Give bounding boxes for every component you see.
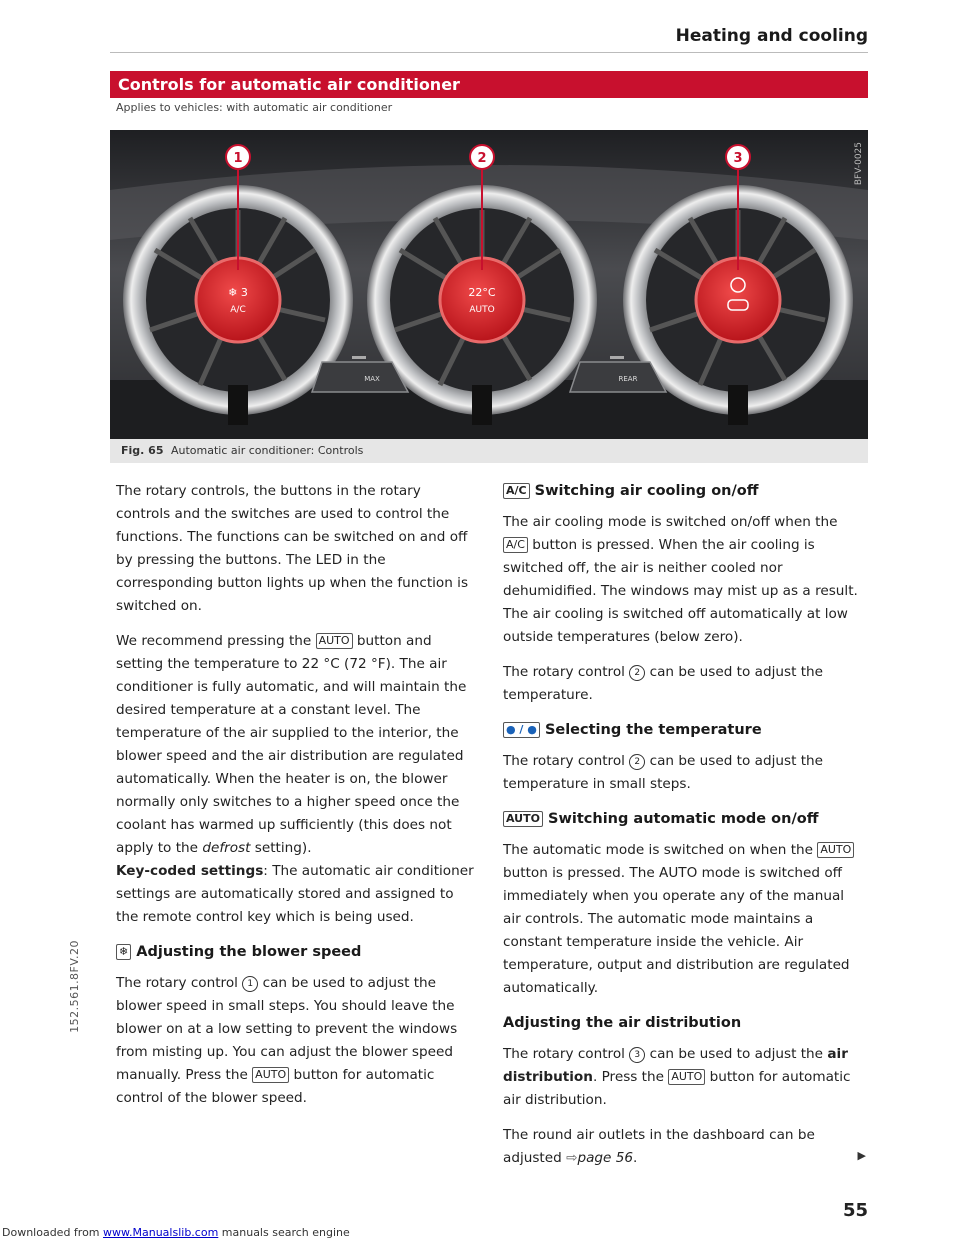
auto-key: AUTO — [503, 811, 543, 827]
callout-1-label: 1 — [233, 151, 243, 166]
circle-2-ref: 2 — [629, 754, 645, 770]
fan-icon: ❄ — [116, 944, 131, 960]
footer: Downloaded from www.Manualslib.com manuals search engine — [2, 1226, 350, 1239]
button-rear-label: REAR — [618, 375, 638, 383]
applies-note: Applies to vehicles: with automatic air conditioner — [116, 101, 393, 114]
temp-buttons-icon: ● / ● — [503, 722, 540, 738]
right-column — [503, 480, 861, 1182]
heading-automatic-mode: AUTO Switching automatic mode on/off — [503, 808, 861, 830]
select-temperature-paragraph: The rotary control 2 can be used to adjust the temperature in small steps. — [503, 753, 824, 792]
air-cooling-paragraph: The air cooling mode is switched on/off when the A/C button is pressed. When the air cooling is switched off, the air is neither cooled nor dehumidified. The windows may mist up as a result. The air cooling is switched off automatically at low outside temperatures (below zero). — [503, 514, 858, 645]
caption-text: Automatic air conditioner: Controls — [170, 444, 364, 457]
knob-1-line1: ❄ 3 — [228, 286, 248, 299]
air-outlets-paragraph: The round air outlets in the dashboard can be adjusted ⇨page 56. — [503, 1127, 815, 1166]
left-column — [116, 480, 474, 1122]
continue-arrow-icon: ▶ — [857, 1149, 866, 1162]
figure-code: BFV-0025 — [854, 142, 864, 186]
heading-air-distribution: Adjusting the air distribution — [503, 1015, 742, 1031]
ac-key: A/C — [503, 537, 528, 553]
vents-illustration — [110, 130, 868, 439]
heading-select-temperature: ● / ● Selecting the temperature — [503, 719, 861, 741]
page-56-link[interactable]: page 56 — [577, 1150, 634, 1166]
heading-blower-speed: ❄ Adjusting the blower speed — [116, 941, 474, 963]
air-distribution-paragraph: The rotary control 3 can be used to adjust the air distribution. Press the AUTO button for automatic air distribution. — [503, 1046, 851, 1108]
circle-2-ref: 2 — [629, 665, 645, 681]
figure-air-conditioner-controls — [110, 130, 868, 439]
automatic-mode-paragraph: The automatic mode is switched on when the AUTO button is pressed. The AUTO mode is switched off immediately when you operate any of the manual air controls. The automatic mode maintains a constant temperature inside the vehicle. Air temperature, output and distribution are regulated automatically. — [503, 839, 861, 1000]
document-code: 152.561.8FV.20 — [68, 940, 81, 1033]
recommend-paragraph: We recommend pressing the AUTO button and setting the temperature to 22 °C (72 °F). The air conditioner is fully automatic, and will maintain the desired temperature at a constant level. The temperature of the air supplied to the interior, the blower speed and the air distribution are regulated automatically. When the heater is on, the blower normally only switches to a higher speed once the coolant has warmed up sufficiently (this does not apply to the defrost setting). Key-coded settings: The automatic air conditioner settings are automatically stored and assigned to the remote control key which is being used. — [116, 633, 474, 925]
auto-key: AUTO — [668, 1069, 705, 1085]
auto-key: AUTO — [817, 842, 854, 858]
blower-paragraph: The rotary control 1 can be used to adjust the blower speed in small steps. You should leave the blower on at a low setting to prevent the windows from misting up. You can adjust the blower speed manually. Press the AUTO button for automatic control of the blower speed. — [116, 975, 458, 1106]
temperature-control-paragraph: The rotary control 2 can be used to adjust the temperature. — [503, 664, 824, 703]
circle-3-ref: 3 — [629, 1047, 645, 1063]
intro-paragraph: The rotary controls, the buttons in the rotary controls and the switches are used to control the functions. The functions can be switched on and off by pressing the buttons. The LED in the corresponding button lights up when the function is switched on. — [116, 483, 469, 614]
key-coded-label: Key-coded settings — [116, 863, 264, 879]
page-number: 55 — [842, 1200, 868, 1221]
heading-air-cooling: A/C Switching air cooling on/off — [503, 480, 861, 502]
callout-3-label: 3 — [733, 151, 743, 166]
knob-2-line1: 22°C — [468, 286, 496, 299]
page-ref-arrow-icon: ⇨ — [566, 1150, 578, 1166]
page-header-title: Heating and cooling — [675, 26, 868, 46]
header-divider — [110, 52, 868, 53]
caption-number: Fig. 65 — [121, 444, 164, 457]
manualslib-link[interactable]: www.Manualslib.com — [103, 1226, 219, 1239]
callout-2-label: 2 — [477, 151, 487, 166]
auto-key: AUTO — [252, 1067, 289, 1083]
auto-key: AUTO — [316, 633, 353, 649]
knob-2-line2: AUTO — [469, 305, 495, 315]
button-max-label: MAX — [364, 375, 380, 383]
circle-1-ref: 1 — [242, 976, 258, 992]
ac-key: A/C — [503, 483, 530, 499]
section-title: Controls for automatic air conditioner — [110, 71, 868, 98]
knob-1-line2: A/C — [230, 305, 246, 315]
figure-caption — [110, 439, 868, 463]
